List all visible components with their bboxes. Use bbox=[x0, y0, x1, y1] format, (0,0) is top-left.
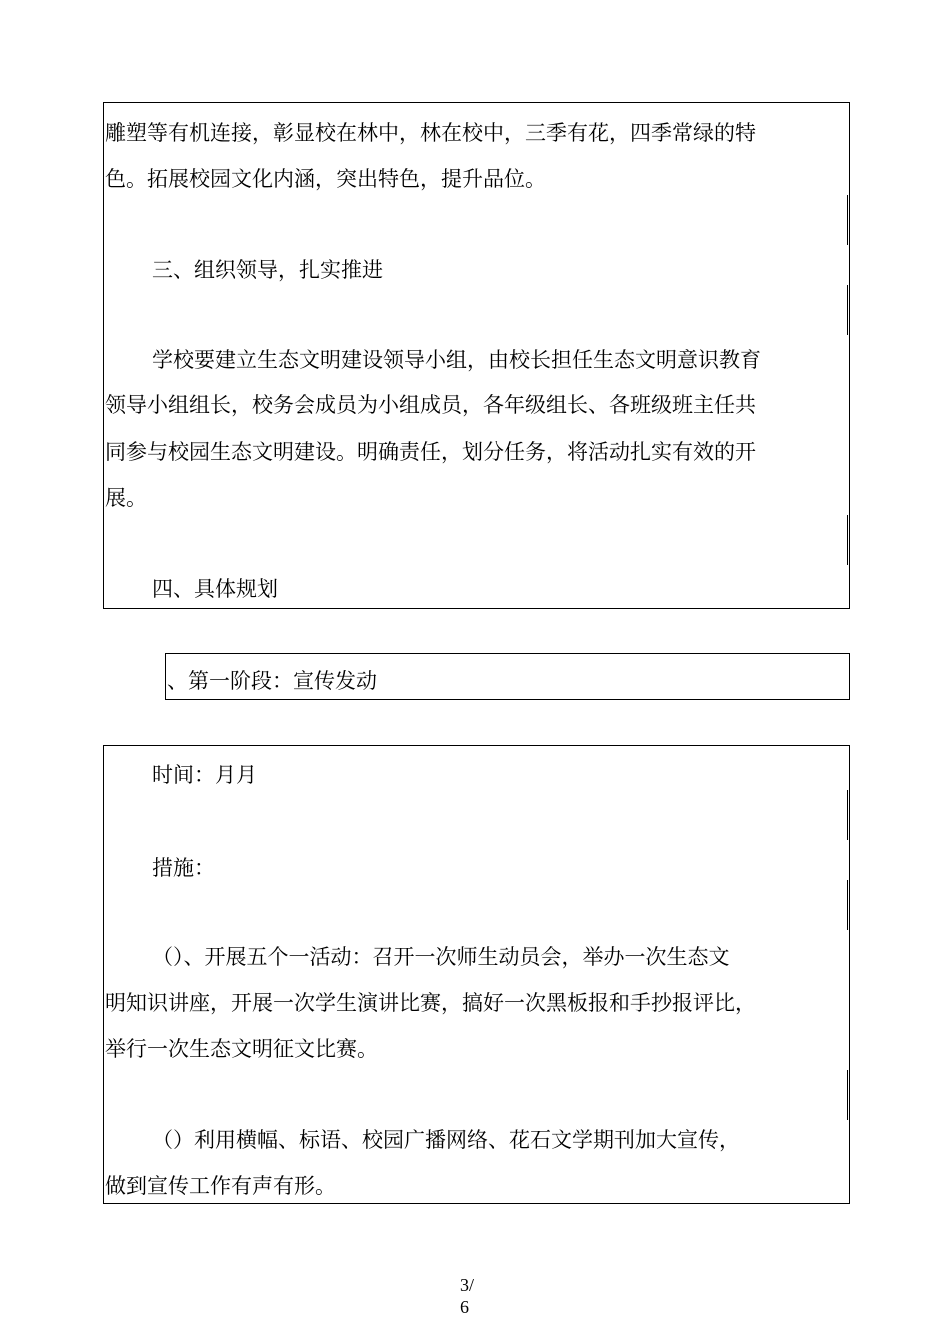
paragraph-line: 展。 bbox=[105, 486, 147, 510]
paragraph-line: （）利用横幅、标语、校园广播网络、花石文学期刊加大宣传， bbox=[152, 1128, 740, 1152]
border-mark bbox=[847, 515, 848, 565]
paragraph-line: 做到宣传工作有声有形。 bbox=[105, 1174, 336, 1198]
paragraph-line: 色。拓展校园文化内涵，突出特色，提升品位。 bbox=[105, 167, 546, 191]
paragraph-line: （）、开展五个一活动：召开一次师生动员会，举办一次生态文 bbox=[152, 945, 730, 969]
paragraph-line: 学校要建立生态文明建设领导小组，由校长担任生态文明意识教育 bbox=[152, 348, 761, 372]
page-number-current: 3/ bbox=[460, 1275, 475, 1295]
paragraph-line: 同参与校园生态文明建设。明确责任，划分任务，将活动扎实有效的开 bbox=[105, 440, 756, 464]
border-mark bbox=[847, 195, 848, 245]
section-heading: 四、具体规划 bbox=[152, 577, 278, 601]
time-line: 时间：月月 bbox=[152, 763, 257, 787]
border-mark bbox=[847, 790, 848, 840]
section-heading: 三、组织领导，扎实推进 bbox=[152, 258, 383, 282]
stage-heading: 、第一阶段：宣传发动 bbox=[167, 669, 377, 693]
paragraph-line: 雕塑等有机连接，彰显校在林中，林在校中，三季有花，四季常绿的特 bbox=[105, 121, 756, 145]
border-mark bbox=[847, 1070, 848, 1120]
paragraph-line: 领导小组组长，校务会成员为小组成员，各年级组长、各班级班主任共 bbox=[105, 393, 756, 417]
page-number bbox=[460, 1274, 474, 1318]
border-mark bbox=[847, 285, 848, 335]
border-mark bbox=[847, 880, 848, 930]
paragraph-line: 明知识讲座，开展一次学生演讲比赛，搞好一次黑板报和手抄报评比， bbox=[105, 991, 756, 1015]
page-number-total: 6 bbox=[460, 1297, 469, 1317]
paragraph-line: 举行一次生态文明征文比赛。 bbox=[105, 1037, 378, 1061]
measures-label: 措施： bbox=[152, 856, 215, 880]
